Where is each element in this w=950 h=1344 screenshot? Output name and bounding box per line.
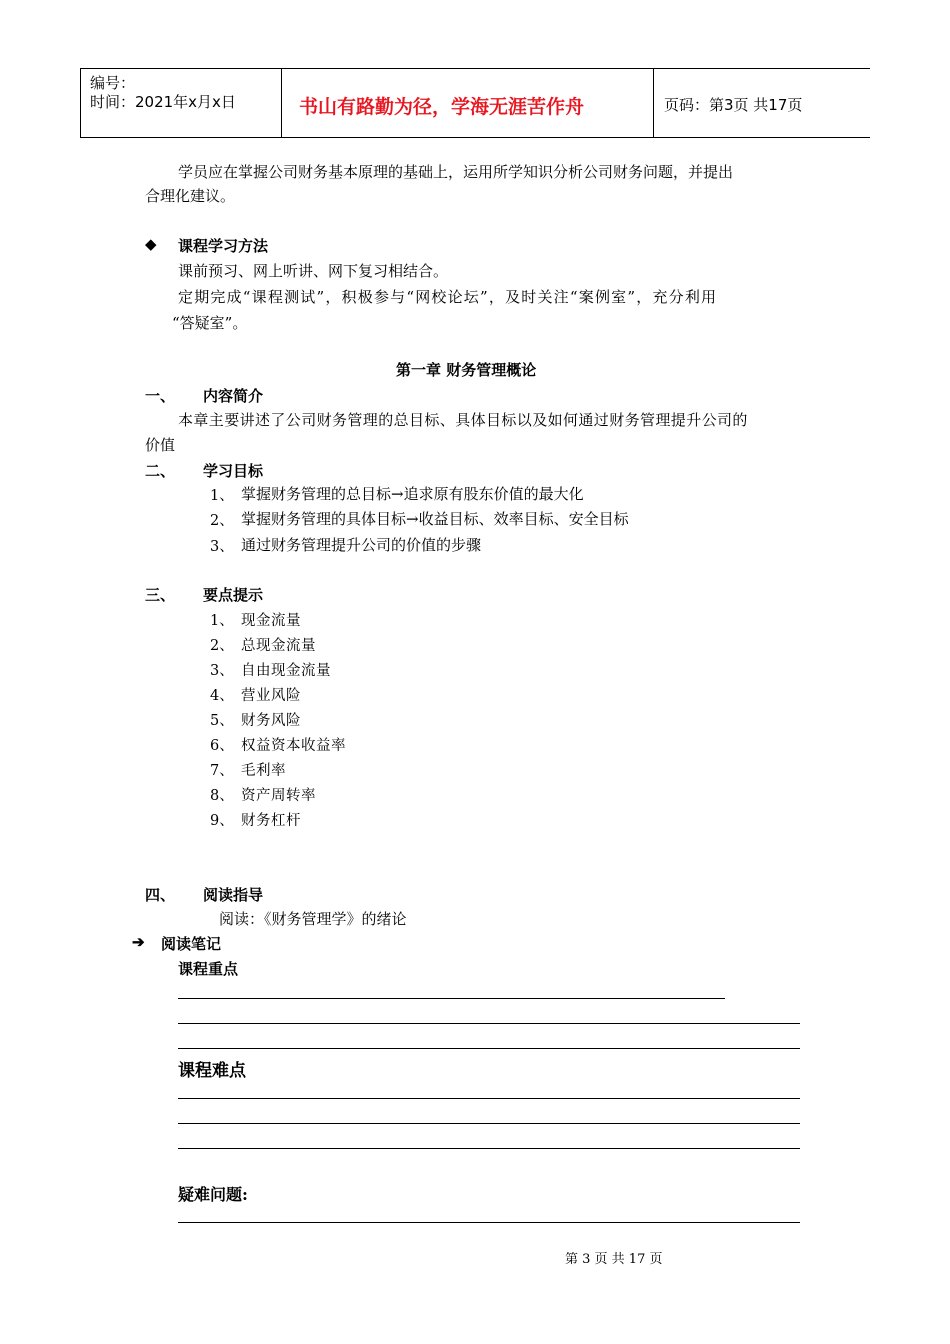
goal-item-text: 通过财务管理提升公司的价值的步骤 [241,536,482,554]
reading-guide-line: 阅读：《财务管理学》的绪论 [219,910,407,928]
key-point-number: 5、 [210,713,234,729]
key-point-number: 4、 [210,688,234,704]
key-point-number: 9、 [210,813,234,829]
section-4-title: 阅读指导 [203,886,264,904]
section-1-number: 一、 [145,387,176,405]
note-line[interactable] [178,1048,800,1049]
section-3-number: 三、 [145,586,176,604]
key-point-text: 现金流量 [241,613,301,629]
key-point-number: 2、 [210,638,234,654]
arrow-right-icon: ➔ [132,933,145,951]
goal-item-text: 掌握财务管理的具体目标→收益目标、效率目标、安全目标 [241,510,629,528]
header-divider [281,69,282,137]
key-point-number: 3、 [210,663,234,679]
method-line-1: 课前预习、网上听讲、网下复习相结合。 [178,262,449,280]
section-3-title: 要点提示 [203,586,264,604]
method-line-3: “答疑室”。 [172,314,248,332]
section-1-line-2: 价值 [145,436,176,454]
key-point-text: 毛利率 [241,763,286,779]
key-point-number: 7、 [210,763,234,779]
key-point-text: 营业风险 [241,688,301,704]
header-divider [80,69,81,137]
difficulties-label: 课程难点 [178,1061,246,1081]
goal-item-number: 3、 [210,539,234,555]
key-points-label: 课程重点 [178,960,239,978]
section-2-number: 二、 [145,462,176,480]
section-2-title: 学习目标 [203,462,264,480]
page-footer: 第 3 页 共 17 页 [565,1252,663,1267]
header-divider [653,69,654,137]
key-point-text: 自由现金流量 [241,663,331,679]
goal-item-number: 1、 [210,488,234,504]
goal-item-text: 掌握财务管理的总目标→追求原有股东价值的最大化 [241,485,584,503]
note-line[interactable] [178,1098,800,1099]
header-number-label: 编号： [90,74,136,92]
section-4-number: 四、 [145,886,176,904]
header-motto: 书山有路勤为径，学海无涯苦作舟 [299,96,585,118]
goal-item-number: 2、 [210,513,234,529]
diamond-bullet-icon: ◆ [145,235,157,253]
chapter-title: 第一章 财务管理概论 [396,361,537,379]
note-line[interactable] [178,1023,800,1024]
key-point-number: 8、 [210,788,234,804]
section-1-line-1: 本章主要讲述了公司财务管理的总目标、具体目标以及如何通过财务管理提升公司的 [178,411,748,429]
method-title: 课程学习方法 [178,237,269,255]
intro-line-1: 学员应在掌握公司财务基本原理的基础上，运用所学知识分析公司财务问题，并提出 [178,163,734,181]
key-point-number: 1、 [210,613,234,629]
note-line[interactable] [178,1123,800,1124]
key-point-text: 资产周转率 [241,788,316,804]
questions-label: 疑难问题: [178,1185,248,1204]
method-line-2: 定期完成“课程测试”，积极参与“网校论坛”，及时关注“案例室”，充分利用 [178,288,718,306]
key-point-text: 权益资本收益率 [241,738,346,754]
notes-title: 阅读笔记 [161,935,222,953]
note-line[interactable] [178,1148,800,1149]
note-line[interactable] [178,1222,800,1223]
header-page-label: 页码：第3页 共17页 [664,96,803,114]
intro-line-2: 合理化建议。 [145,187,236,205]
key-point-text: 总现金流量 [241,638,316,654]
note-line[interactable] [178,998,725,999]
key-point-number: 6、 [210,738,234,754]
key-point-text: 财务杠杆 [241,813,301,829]
header-time-label: 时间：2021年x月x日 [90,93,236,111]
key-point-text: 财务风险 [241,713,301,729]
section-1-title: 内容简介 [203,387,264,405]
